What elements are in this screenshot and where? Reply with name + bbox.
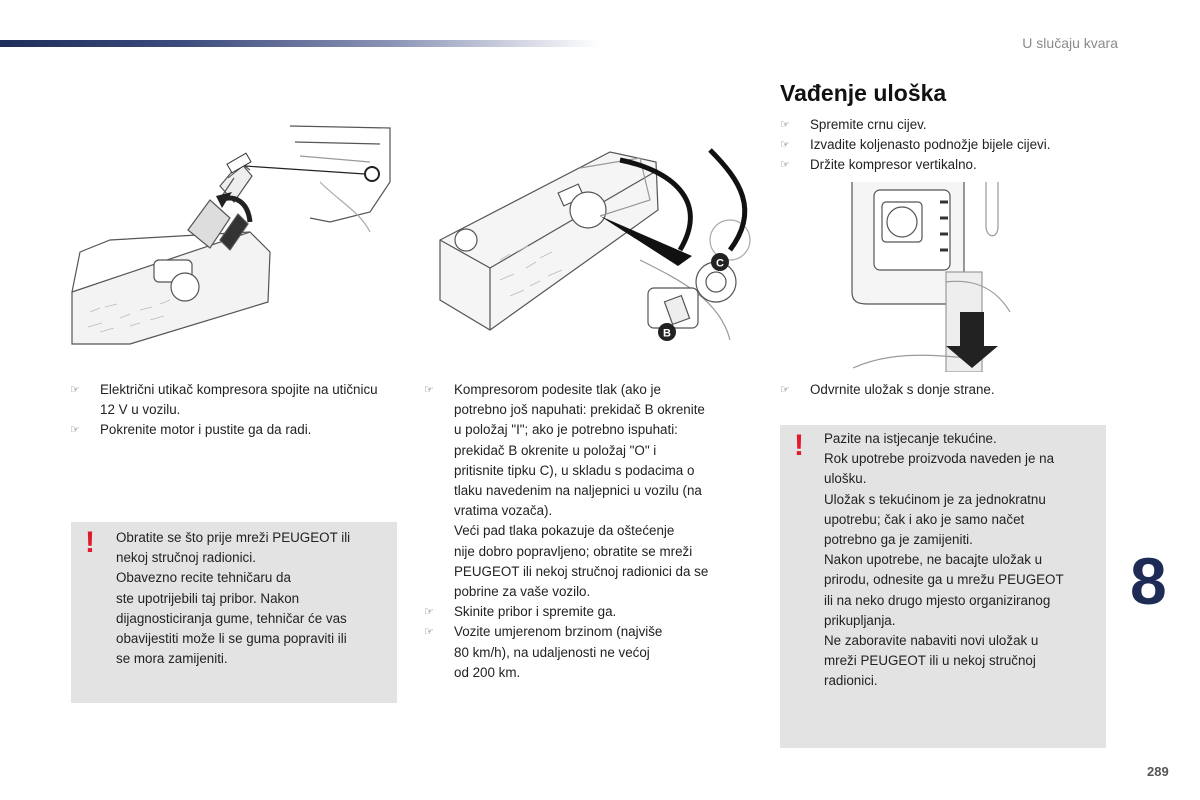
chapter-number: 8 [1130, 544, 1167, 618]
label-c: C [716, 257, 724, 270]
pressure-drop-note: Veći pad tlaka pokazuje da oštećenje nije dobro popravljeno; obratite se mreži PEUGEOT ili nekoj stručnoj radionici da se pobrine za vaše vozilo. [454, 523, 709, 600]
illustration-compressor-controls [430, 140, 760, 350]
label-b: B [663, 327, 671, 340]
list-item: ☞ Spremite crnu cijev. [780, 115, 1110, 135]
list-item [70, 380, 390, 420]
list-item [70, 420, 390, 440]
pointing-hand-icon: ☞ [780, 384, 790, 396]
column-1-instructions [70, 380, 390, 441]
warning-box-repair [71, 522, 397, 703]
list-item: ☞ Skinite pribor i spremite ga. [424, 602, 764, 622]
warning-text: Obratite se što prije mreži PEUGEOT ili nekoj stručnoj radionici. Obavezno recite tehničaru da ste upotrijebili taj pribor. Nakon dijagnosticiranja gume, tehničar će vas obavijestiti može li se guma popraviti ili se mora zamijeniti. [116, 530, 351, 667]
instruction-text: Pokrenite motor i pustite ga da radi. [100, 422, 312, 438]
warning-box-cartridge [780, 425, 1106, 748]
pointing-hand-icon: ☞ [780, 139, 790, 152]
pointing-hand-icon: ☞ [424, 384, 434, 396]
section-heading: Vađenje uloška [780, 80, 947, 106]
list-item: ☞ Odvrnite uložak s donje strane. [780, 380, 1110, 400]
illustration-plug-socket [70, 122, 400, 346]
section-title: U slučaju kvara [1022, 35, 1118, 51]
list-item: ☞ Vozite umjerenom brzinom (najviše 80 km/h), na udaljenosti ne većoj od 200 km. [424, 624, 663, 680]
column-3-unscrew [780, 380, 1110, 400]
list-item: ☞ Izvadite koljenasto podnožje bijele cijevi. [780, 135, 1110, 155]
warning-exclamation-icon: ! [794, 429, 804, 462]
warning-text: Pazite na istjecanje tekućine. Rok upotrebe proizvoda naveden je na ulošku. Uložak s tekućinom je za jednokratnu upotrebu; čak i ako je samo načet potrebno ga je zamijeniti. Nakon upotrebe, ne bacajte uložak u prirodu, odnesite ga u mrežu PEUGEOT ili na neko drugo mjesto organiziranog prikupljanja. Ne zaboravite nabaviti novi uložak u mreži PEUGEOT ili u nekoj stručnoj radionici. [824, 431, 1064, 689]
pointing-hand-icon: ☞ [424, 606, 434, 619]
pointing-hand-icon: ☞ [780, 159, 790, 172]
page-number: 289 [1147, 764, 1169, 779]
pointing-hand-icon: ☞ [780, 119, 790, 131]
instruction-text: Električni utikač kompresora spojite na utičnicu 12 V u vozilu. [100, 382, 378, 418]
pointing-hand-icon: ☞ [70, 384, 80, 396]
pointing-hand-icon: ☞ [424, 626, 434, 639]
warning-exclamation-icon: ! [85, 526, 95, 559]
list-item: ☞ Držite kompresor vertikalno. [780, 155, 1110, 175]
illustration-cartridge-removal [848, 182, 1028, 372]
header-gradient-bar [0, 40, 600, 47]
column-3-instructions [780, 115, 1110, 176]
list-item: ☞ Kompresorom podesite tlak (ako je potrebno još napuhati: prekidač B okrenite u položaj "I"; ako je potrebno ispuhati: prekidač B okrenite u položaj "O" i pritisnite tipku C), u skladu s podacima o tlaku navedenim na naljepnici u vozilu (na vratima vozača). [424, 382, 705, 519]
pointing-hand-icon: ☞ [70, 424, 80, 437]
column-2-instructions [424, 380, 764, 683]
